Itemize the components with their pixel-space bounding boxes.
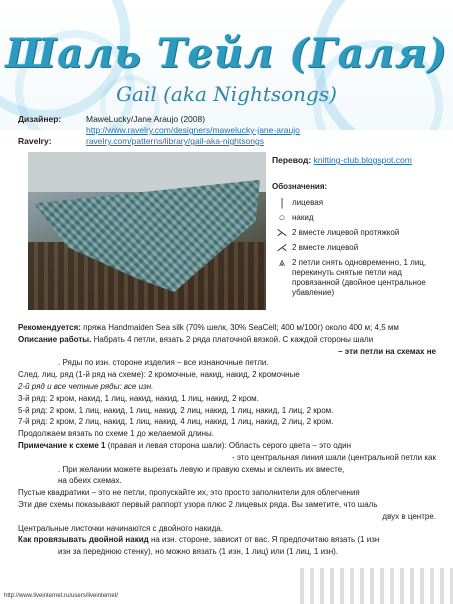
double-yo-text: на изн. стороне, зависит от вас. Я предпочитаю вязать (1 изн xyxy=(150,535,380,545)
legend-item xyxy=(272,258,442,298)
continue-text: Продолжаем вязать по схеме 1 до желаемой длины. xyxy=(18,429,215,439)
legend-item xyxy=(272,243,442,253)
legend-item xyxy=(272,198,442,208)
translation-credit xyxy=(272,155,412,165)
legend-item xyxy=(272,228,442,238)
row-even: 2-й ряд и все четные ряды: все изн. xyxy=(18,381,154,391)
k2tog-icon: ⋌ xyxy=(276,242,288,254)
description-bold: – эти петли на схемах не xyxy=(338,346,436,356)
legend-item-label: накид xyxy=(292,213,314,222)
designer-row xyxy=(18,114,300,125)
description-paragraph xyxy=(18,335,436,345)
watermark-stripes xyxy=(300,568,453,604)
description-text: Набрать 4 петли, вязать 2 ряда платочной вязкой. С каждой стороны шали xyxy=(93,334,374,344)
ravelry-link[interactable]: ravelry.com/patterns/library/gail-aka-nightsongs xyxy=(86,136,264,146)
page-title: Шаль Тейл (Галя) xyxy=(5,30,448,77)
yarn-over-icon: ○ xyxy=(278,212,286,224)
note-line-2: - это центральная линия шали (центральной петли как xyxy=(232,452,436,462)
designer-value: MaweLucky/Jane Araujo (2008) xyxy=(86,114,206,124)
pattern-instructions xyxy=(18,323,436,559)
row-7: 7-й ряд: 2 кром, 2 лиц, накид, 1 лиц, накид, 4 лиц, накид, 1 лиц, накид, 2 лиц, 2 кром. xyxy=(18,417,334,427)
designer-label: Дизайнер: xyxy=(18,114,62,124)
header-banner xyxy=(0,0,453,130)
row-next: След. лиц. ряд (1-й ряд на схеме): 2 кромочные, накид, накид, 2 кромочные xyxy=(18,370,300,380)
legend-item xyxy=(272,213,442,223)
central-note: Центральные листочки начинаются с двойного накида. xyxy=(18,523,223,533)
designer-link[interactable]: http://www.ravelry.com/designers/mawelucky-jane-araujo xyxy=(86,125,300,135)
note-line-4: на обеих схемах. xyxy=(58,476,122,486)
double-decrease-icon: ⩓ xyxy=(278,257,286,269)
description-label: Описание работы. xyxy=(18,334,92,344)
legend-item-label: 2 вместе лицевой протяжкой xyxy=(292,228,400,237)
symbol-legend xyxy=(272,182,442,303)
footer-url[interactable]: http://www.liveinternet.ru/users/liveinternet/ xyxy=(4,593,119,599)
pattern-meta xyxy=(18,114,300,147)
ssk-icon: ⋋ xyxy=(276,227,288,239)
double-yo-label: Как провязывать двойной накид xyxy=(18,535,149,545)
knit-stitch-icon: | xyxy=(280,197,284,209)
empty-cells-note: Пустые квадратики – это не петли, пропускайте их, это просто заполнители для облегчения xyxy=(18,488,360,498)
double-yo-line-2: изн за переднюю стенку), но можно вязать (1 изн, 1 лиц) или (1 лиц, 1 изн). xyxy=(58,547,339,557)
double-yo-paragraph xyxy=(18,535,436,545)
description-note xyxy=(18,347,436,357)
legend-item-label: 2 вместе лицевой xyxy=(292,243,359,252)
recommend-paragraph xyxy=(18,323,436,333)
page-subtitle: Gail (aka Nightsongs) xyxy=(116,82,337,106)
ravelry-row xyxy=(18,136,300,147)
description-rows: . Ряды по изн. стороне изделия – все изнаночные петли. xyxy=(58,358,269,368)
row-3: 3-й ряд: 2 кром, накид, 1 лиц, накид, накид, 1 лиц, накид, 2 кром. xyxy=(18,393,259,403)
translation-label: Перевод: xyxy=(272,155,312,165)
note-line-3: . При желании можете вырезать левую и правую схемы и склеить их вместе, xyxy=(58,464,345,474)
two-charts-note: Эти две схемы показывают первый раппорт узора плюс 2 лицевых ряда. Вы заметите, что шаль xyxy=(18,499,378,509)
recommend-label: Рекомендуется: xyxy=(18,323,81,332)
recommend-text: пряжа Handmaiden Sea silk (70% шелк, 30% SeaCell; 400 м/100г) около 400 м; 4,5 мм xyxy=(83,323,399,332)
note-paragraph xyxy=(18,441,436,451)
legend-item-label: лицевая xyxy=(292,198,324,207)
translation-link[interactable]: knitting-club.blogspot.com xyxy=(313,155,412,165)
designer-link-row xyxy=(18,125,300,136)
two-charts-end: двух в центре. xyxy=(382,511,436,521)
row-5: 5-й ряд: 2 кром, 1 лиц, накид, 1 лиц, накид, 2 лиц, накид, 1 лиц, накид, 1 лиц, 2 кром. xyxy=(18,405,334,415)
note-text: (правая и левая сторона шали): Область серого цвета – это один xyxy=(107,440,352,450)
note-label: Примечание к схеме 1 xyxy=(18,440,106,450)
shawl-photo xyxy=(28,152,266,310)
ravelry-label: Ravelry: xyxy=(18,136,52,146)
legend-heading: Обозначения: xyxy=(272,182,328,191)
legend-item-label: 2 петли снять одновременно, 1 лиц, перекинуть снятые петли над провязанной (двойное центральное убавление) xyxy=(292,258,427,297)
